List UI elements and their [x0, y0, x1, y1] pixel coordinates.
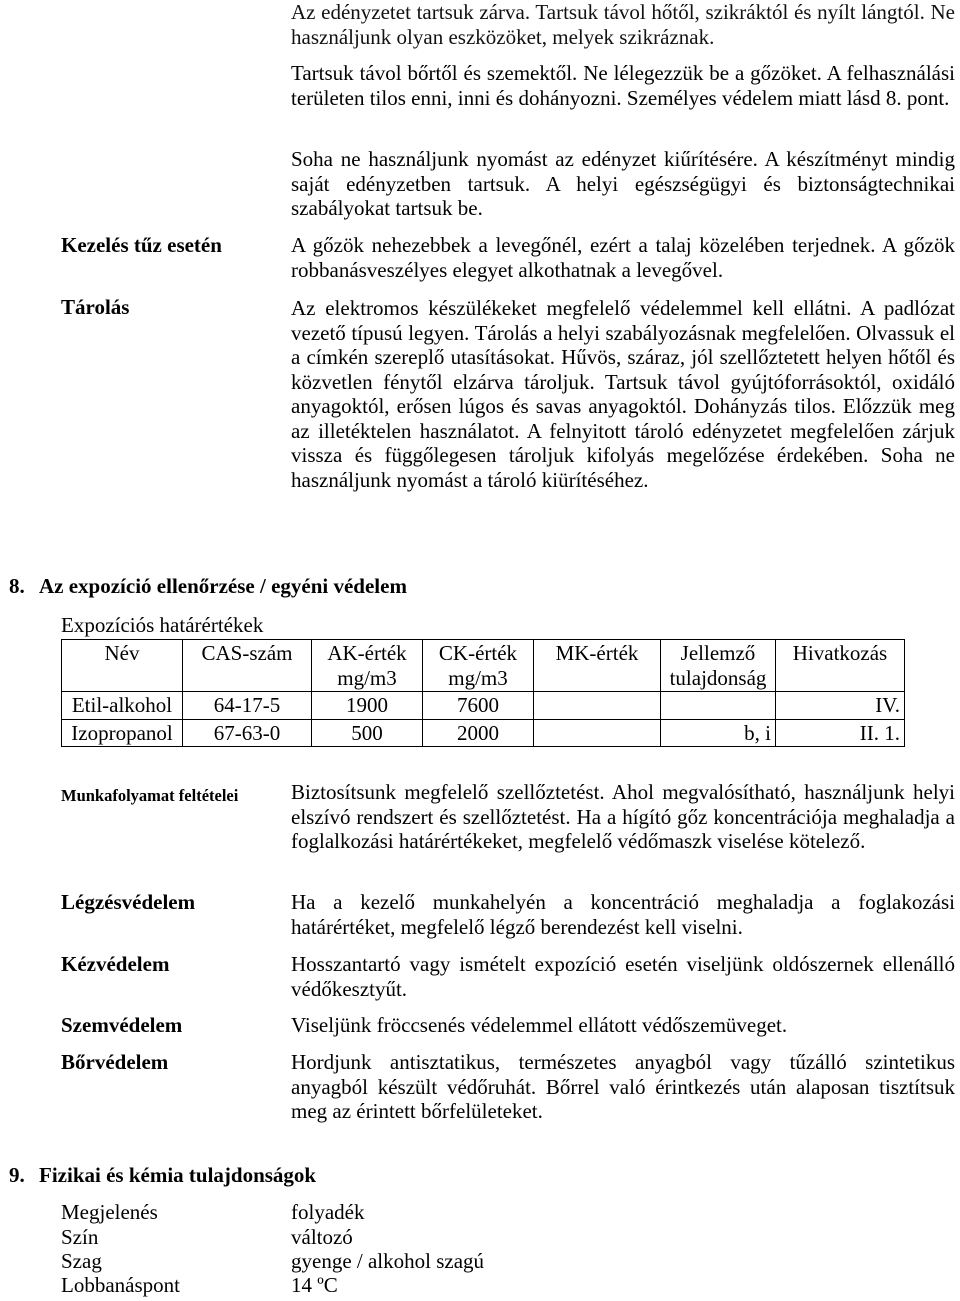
property-label-color: Szín	[61, 1225, 99, 1249]
handling-paragraph-1: Az edényzetet tartsuk zárva. Tartsuk távol hőtől, szikráktól és nyílt lángtól. Ne használjunk olyan eszközöket, melyek szikráznak.	[291, 0, 955, 49]
property-value-appearance: folyadék	[291, 1200, 365, 1224]
cell-cas: 64-17-5	[183, 692, 312, 720]
table-row	[62, 692, 905, 720]
cell-name: Izopropanol	[62, 719, 183, 747]
property-label-odor: Szag	[61, 1249, 102, 1273]
table-header-row	[62, 640, 905, 692]
property-value-odor: gyenge / alkohol szagú	[291, 1249, 485, 1273]
exposure-limits-table	[61, 639, 905, 747]
cell-ak: 1900	[312, 692, 423, 720]
storage-text: Az elektromos készülékeket megfelelő védelemmel kell ellátni. A padlózat vezető típusú legyen. Tárolás a helyi szabályozásnak megfelelően. Olvassuk el a címkén szereplő utasításokat. Hűvös, száraz, jól szellőztetett helyen hőtől és közvetlen fénytől elzárva tároljuk. Tartsuk távol gyújtóforrásoktól, oxidáló anyagoktól, erősen lúgos és savas anyagoktól. Dohányzás tilos. Előzzük meg az illetéktelen használatot. A felnyitott tároló edényzetet megfelelően zárjuk vissza és függőlegesen tároljuk kifolyás megelőzése érdekében. Soha ne használjunk nyomást a tároló kiürítéséhez.	[291, 296, 955, 492]
header-reference: Hivatkozás	[776, 640, 905, 692]
storage-label: Tárolás	[61, 295, 130, 319]
skin-text: Hordjunk antisztatikus, természetes anyagból vagy tűzálló szintetikus anyagból készült védőruhát. Bőrrel való érintkezés után alaposan tisztítsuk meg az érintett bőrfelületeket.	[291, 1050, 955, 1123]
section-8-title: Az expozíció ellenőrzése / egyéni védelem	[39, 574, 407, 598]
cell-mk	[534, 719, 661, 747]
eye-text: Viseljünk fröccsenés védelemmel ellátott védőszemüveget.	[291, 1013, 788, 1037]
cell-ck: 2000	[423, 719, 534, 747]
section-9-number: 9.	[9, 1163, 25, 1187]
cell-mk	[534, 692, 661, 720]
workflow-text: Biztosítsunk megfelelő szellőztetést. Ahol megvalósítható, használjunk helyi elszívó rendszert és szellőztetést. Ha a hígító gőz koncentrációja meghaladja a foglalkozási határértékeket, megfelelő védőmaszk viselése kötelező.	[291, 780, 955, 853]
fire-label: Kezelés tűz esetén	[61, 233, 222, 257]
skin-label: Bőrvédelem	[61, 1050, 169, 1074]
table-row	[62, 719, 905, 747]
header-cas: CAS-szám	[183, 640, 312, 692]
cell-name: Etil-alkohol	[62, 692, 183, 720]
property-value-flashpoint: 14 ºC	[291, 1273, 338, 1297]
property-label-flashpoint: Lobbanáspont	[61, 1273, 180, 1297]
property-label-appearance: Megjelenés	[61, 1200, 158, 1224]
hand-label: Kézvédelem	[61, 952, 170, 976]
workflow-label: Munkafolyamat feltételei	[61, 786, 239, 805]
handling-paragraph-2: Tartsuk távol bőrtől és szemektől. Ne lélegezzük be a gőzöket. A felhasználási területen tilos enni, inni és dohányozni. Személyes védelem miatt lásd 8. pont.	[291, 61, 955, 110]
cell-ak: 500	[312, 719, 423, 747]
header-mk: MK-érték	[534, 640, 661, 692]
eye-label: Szemvédelem	[61, 1013, 183, 1037]
hand-text: Hosszantartó vagy ismételt expozíció esetén viseljünk oldószernek ellenálló védőkesztyűt.	[291, 952, 955, 1001]
header-name: Név	[62, 640, 183, 692]
property-value-color: változó	[291, 1225, 353, 1249]
cell-reference: IV.	[776, 692, 905, 720]
limits-title: Expozíciós határértékek	[61, 613, 264, 637]
cell-property: b, i	[661, 719, 776, 747]
cell-reference: II. 1.	[776, 719, 905, 747]
respiratory-label: Légzésvédelem	[61, 890, 196, 914]
section-9-title: Fizikai és kémia tulajdonságok	[39, 1163, 317, 1187]
header-ak: AK-érték mg/m3	[312, 640, 423, 692]
header-property: Jellemző tulajdonság	[661, 640, 776, 692]
cell-ck: 7600	[423, 692, 534, 720]
fire-text: A gőzök nehezebbek a levegőnél, ezért a talaj közelében terjednek. A gőzök robbanásveszélyes elegyet alkothatnak a levegővel.	[291, 233, 955, 282]
cell-property	[661, 692, 776, 720]
section-8-number: 8.	[9, 574, 25, 598]
handling-paragraph-3: Soha ne használjunk nyomást az edényzet kiűrítésére. A készítményt mindig saját edényzetben tartsuk. A helyi egészségügyi és biztonságtechnikai szabályokat tartsuk be.	[291, 147, 955, 220]
header-ck: CK-érték mg/m3	[423, 640, 534, 692]
cell-cas: 67-63-0	[183, 719, 312, 747]
respiratory-text: Ha a kezelő munkahelyén a koncentráció meghaladja a foglakozási határértéket, megfelelő légző berendezést kell viselni.	[291, 890, 955, 939]
